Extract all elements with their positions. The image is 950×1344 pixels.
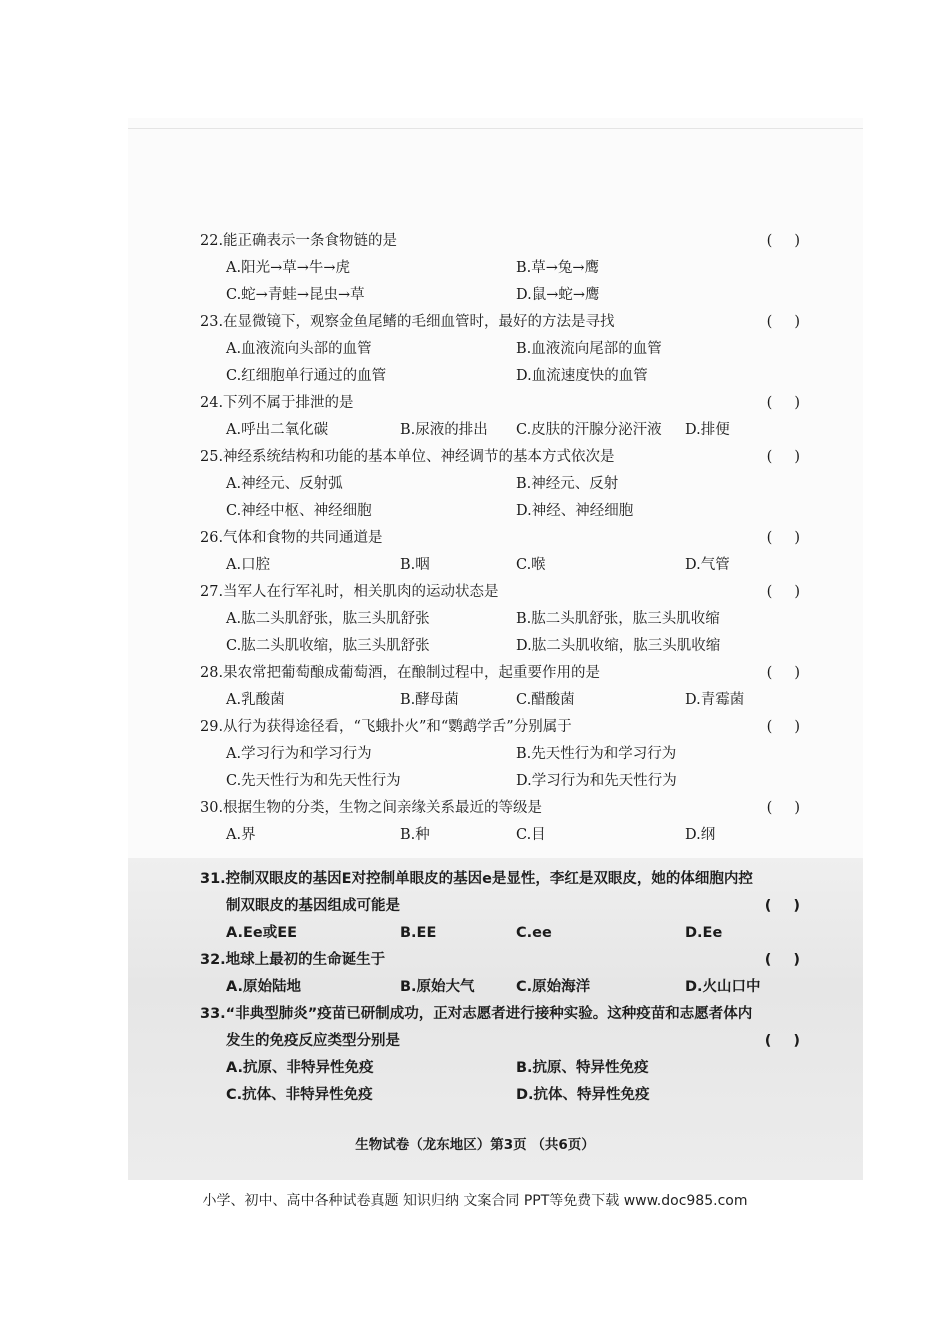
bracket-open: ( (766, 719, 773, 735)
question-text: 31.控制双眼皮的基因E对控制单眼皮的基因e是显性，李红是双眼皮，她的体细胞内控 (200, 871, 753, 887)
question-stem (200, 390, 800, 417)
question-stem (200, 947, 800, 974)
option-d[interactable]: D.学习行为和先天性行为 (516, 773, 677, 789)
question-stem (200, 1001, 800, 1028)
bracket-open: ( (766, 584, 773, 600)
answer-bracket[interactable] (767, 714, 800, 741)
answer-bracket[interactable] (767, 309, 800, 336)
options-row (200, 920, 800, 947)
option-d[interactable]: D.Ee (685, 925, 723, 941)
bracket-close: ) (794, 530, 800, 546)
options-row (200, 687, 800, 714)
options-row (200, 606, 800, 633)
option-c[interactable]: C.蛇→青蛙→昆虫→草 (226, 287, 365, 303)
answer-bracket[interactable] (767, 390, 800, 417)
option-c[interactable]: C.醋酸菌 (516, 692, 575, 708)
option-a[interactable]: A.呼出二氧化碳 (226, 422, 329, 438)
question-text: 32.地球上最初的生命诞生于 (200, 952, 386, 968)
bracket-close: ) (794, 395, 800, 411)
bracket-close: ) (794, 665, 800, 681)
bracket-close: ) (794, 800, 800, 816)
option-a[interactable]: A.Ee或EE (226, 925, 298, 941)
option-a[interactable]: A.肱二头肌舒张，肱三头肌舒张 (226, 611, 430, 627)
option-b[interactable]: B.先天性行为和学习行为 (516, 746, 677, 762)
bracket-open: ( (766, 233, 773, 249)
options-row (200, 822, 800, 849)
options-row (200, 417, 800, 444)
option-a[interactable]: A.原始陆地 (226, 979, 301, 995)
question-text-continued: 制双眼皮的基因组成可能是 (226, 898, 400, 914)
option-d[interactable]: D.神经、神经细胞 (516, 503, 634, 519)
option-d[interactable]: D.鼠→蛇→鹰 (516, 287, 600, 303)
bracket-open: ( (766, 665, 773, 681)
bracket-open: ( (766, 530, 773, 546)
option-b[interactable]: B.原始大气 (400, 979, 475, 995)
option-b[interactable]: B.草→兔→鹰 (516, 260, 600, 276)
options-row (200, 768, 800, 795)
question-text: 23.在显微镜下，观察金鱼尾鳍的毛细血管时，最好的方法是寻找 (200, 314, 615, 330)
option-b[interactable]: B.尿液的排出 (400, 422, 488, 438)
bracket-close: ) (794, 449, 800, 465)
answer-bracket[interactable] (765, 947, 800, 974)
answer-bracket[interactable] (765, 893, 800, 920)
option-c[interactable]: C.喉 (516, 557, 546, 573)
option-b[interactable]: B.EE (400, 925, 437, 941)
option-d[interactable]: D.火山口中 (685, 979, 761, 995)
bracket-open: ( (766, 449, 773, 465)
options-row (200, 336, 800, 363)
option-d[interactable]: D.青霉菌 (685, 692, 745, 708)
option-d[interactable]: D.排便 (685, 422, 730, 438)
bracket-close: ) (793, 1033, 800, 1049)
bracket-close: ) (794, 314, 800, 330)
question-stem (200, 309, 800, 336)
options-row (200, 633, 800, 660)
options-row (200, 498, 800, 525)
options-row (200, 1055, 800, 1082)
option-b[interactable]: B.血液流向尾部的血管 (516, 341, 662, 357)
bracket-open: ( (764, 898, 772, 914)
option-c[interactable]: C.ee (516, 925, 552, 941)
option-a[interactable]: A.阳光→草→牛→虎 (226, 260, 351, 276)
option-b[interactable]: B.肱二头肌舒张，肱三头肌收缩 (516, 611, 720, 627)
bracket-open: ( (766, 800, 773, 816)
answer-bracket[interactable] (765, 1028, 800, 1055)
question-text: 24.下列不属于排泄的是 (200, 395, 354, 411)
bracket-open: ( (766, 314, 773, 330)
option-b[interactable]: B.咽 (400, 557, 430, 573)
question-stem-continued (200, 893, 800, 920)
option-b[interactable]: B.抗原、特异性免疫 (516, 1060, 649, 1076)
question-stem (200, 228, 800, 255)
bracket-close: ) (794, 233, 800, 249)
bracket-open: ( (764, 1033, 772, 1049)
option-c[interactable]: C.抗体、非特异性免疫 (226, 1087, 373, 1103)
question-list (200, 228, 800, 849)
question-stem (200, 444, 800, 471)
question-text: 33.“非典型肺炎”疫苗已研制成功，正对志愿者进行接种实验。这种疫苗和志愿者体内 (200, 1006, 753, 1022)
bold-question-list (200, 866, 800, 1109)
bracket-close: ) (793, 952, 800, 968)
bracket-close: ) (794, 584, 800, 600)
option-a[interactable]: A.界 (226, 827, 256, 843)
options-row (200, 741, 800, 768)
option-c[interactable]: C.先天性行为和先天性行为 (226, 773, 401, 789)
option-b[interactable]: B.种 (400, 827, 430, 843)
question-text: 25.神经系统结构和功能的基本单位、神经调节的基本方式依次是 (200, 449, 615, 465)
question-text: 26.气体和食物的共同通道是 (200, 530, 383, 546)
options-row (200, 1082, 800, 1109)
option-c[interactable]: C.神经中枢、神经细胞 (226, 503, 372, 519)
option-a[interactable]: A.血液流向头部的血管 (226, 341, 372, 357)
option-d[interactable]: D.肱二头肌收缩，肱三头肌收缩 (516, 638, 721, 654)
option-c[interactable]: C.皮肤的汗腺分泌汗液 (516, 422, 662, 438)
download-watermark: 小学、初中、高中各种试卷真题 知识归纳 文案合同 PPT等免费下载 www.doc985.com (202, 1193, 748, 1209)
bracket-open: ( (764, 952, 772, 968)
top-divider (128, 128, 863, 129)
question-stem-continued (200, 1028, 800, 1055)
answer-bracket[interactable] (767, 795, 800, 822)
bracket-open: ( (766, 395, 773, 411)
answer-bracket[interactable] (767, 525, 800, 552)
question-stem (200, 660, 800, 687)
question-text: 22.能正确表示一条食物链的是 (200, 233, 398, 249)
options-row (200, 552, 800, 579)
option-d[interactable]: D.纲 (685, 827, 716, 843)
option-c[interactable]: C.目 (516, 827, 546, 843)
question-stem (200, 866, 800, 893)
answer-bracket[interactable] (767, 579, 800, 606)
option-a[interactable]: A.抗原、非特异性免疫 (226, 1060, 374, 1076)
question-text: 30.根据生物的分类，生物之间亲缘关系最近的等级是 (200, 800, 543, 816)
options-row (200, 282, 800, 309)
option-d[interactable]: D.抗体、特异性免疫 (516, 1087, 650, 1103)
options-row (200, 471, 800, 498)
question-text: 29.从行为获得途径看，“飞蛾扑火”和“鹦鹉学舌”分别属于 (200, 719, 572, 735)
option-a[interactable]: A.口腔 (226, 557, 271, 573)
question-stem (200, 795, 800, 822)
answer-bracket[interactable] (767, 660, 800, 687)
question-text: 27.当军人在行军礼时，相关肌肉的运动状态是 (200, 584, 499, 600)
question-text-continued: 发生的免疫反应类型分别是 (226, 1033, 400, 1049)
options-row (200, 255, 800, 282)
question-stem (200, 525, 800, 552)
bracket-close: ) (793, 898, 800, 914)
option-a[interactable]: A.乳酸菌 (226, 692, 285, 708)
option-b[interactable]: B.酵母菌 (400, 692, 459, 708)
bracket-close: ) (794, 719, 800, 735)
question-stem (200, 714, 800, 741)
option-c[interactable]: C.原始海洋 (516, 979, 591, 995)
option-d[interactable]: D.气管 (685, 557, 730, 573)
option-c[interactable]: C.红细胞单行通过的血管 (226, 368, 387, 384)
option-a[interactable]: A.神经元、反射弧 (226, 476, 343, 492)
options-row (200, 974, 800, 1001)
answer-bracket[interactable] (767, 228, 800, 255)
option-b[interactable]: B.神经元、反射 (516, 476, 619, 492)
option-a[interactable]: A.学习行为和学习行为 (226, 746, 372, 762)
option-d[interactable]: D.血流速度快的血管 (516, 368, 648, 384)
question-text: 28.果农常把葡萄酿成葡萄酒，在酿制过程中，起重要作用的是 (200, 665, 601, 681)
page-footer: 生物试卷（龙东地区）第3页 （共6页） (355, 1137, 595, 1153)
question-stem (200, 579, 800, 606)
options-row (200, 363, 800, 390)
option-c[interactable]: C.肱二头肌收缩，肱三头肌舒张 (226, 638, 430, 654)
answer-bracket[interactable] (767, 444, 800, 471)
